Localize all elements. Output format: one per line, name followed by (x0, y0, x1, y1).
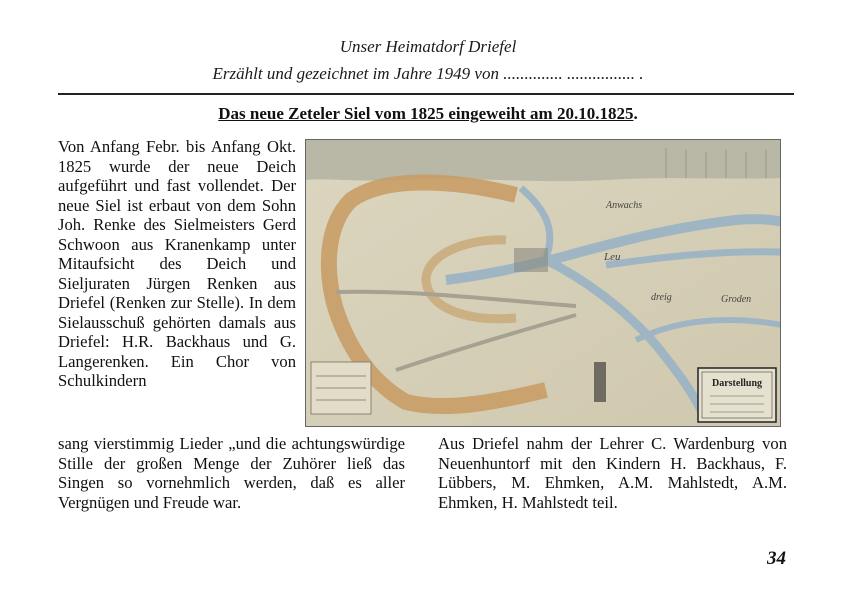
map-label-leu: Leu (604, 251, 621, 263)
paragraph-2-text: Aus Driefel nahm der Lehrer C. Wardenburg von Neuenhuntorf mit den Kindern H. Backhaus, F. Lübbers, M. Ehmken, A.M. Mahlstedt, A.M. Ehmken, H. Mahlstedt teil. (438, 434, 787, 512)
map-cartouche (698, 368, 776, 422)
historical-map (305, 139, 781, 427)
section-title-text: Das neue Zeteler Siel vom 1825 eingeweiht am 20.10.1825 (218, 104, 634, 123)
map-label-driefel: dreig (651, 292, 672, 303)
paragraph-1-top: Von Anfang Febr. bis Anfang Okt. 1825 wurde der neue Deich aufgeführt und fast vollendet. Der neue Siel ist erbaut von dem Sohn Joh. Renke des Sielmeisters Gerd Schwoon aus Kranenkamp unter Mitaufsicht des Deich und Sieljuraten Jürgen Renken aus Driefel (Renken zur Stelle). In dem Sielausschuß gehörten damals aus Driefel: H.R. Backhaus und G. Langerenken. Ein Chor von Schulkindern (58, 137, 296, 390)
paragraph-1-bottom: sang vierstimmig Lieder „und die achtungswürdige Stille der großen Menge der Zuhörer ließ das Singen so vornehmlich werden, daß es aller Vergnügen und Freude war. (58, 434, 405, 512)
map-sluice (514, 248, 548, 272)
map-label-anwachs: Anwachs (606, 200, 643, 211)
section-title (0, 104, 856, 124)
header-subtitle: Erzählt und gezeichnet im Jahre 1949 von .............. ................ . (212, 64, 644, 83)
section-title-period: . (633, 104, 638, 123)
map-cartouche-title: Darstellung (712, 378, 762, 389)
page-number: 34 (767, 548, 786, 569)
header-divider (58, 93, 794, 95)
header-title: Unser Heimatdorf Driefel (339, 37, 517, 56)
map-building (594, 362, 606, 402)
map-label-groden: Groden (721, 294, 752, 305)
map-sea-strip (306, 140, 781, 181)
paragraph-2 (438, 434, 787, 512)
